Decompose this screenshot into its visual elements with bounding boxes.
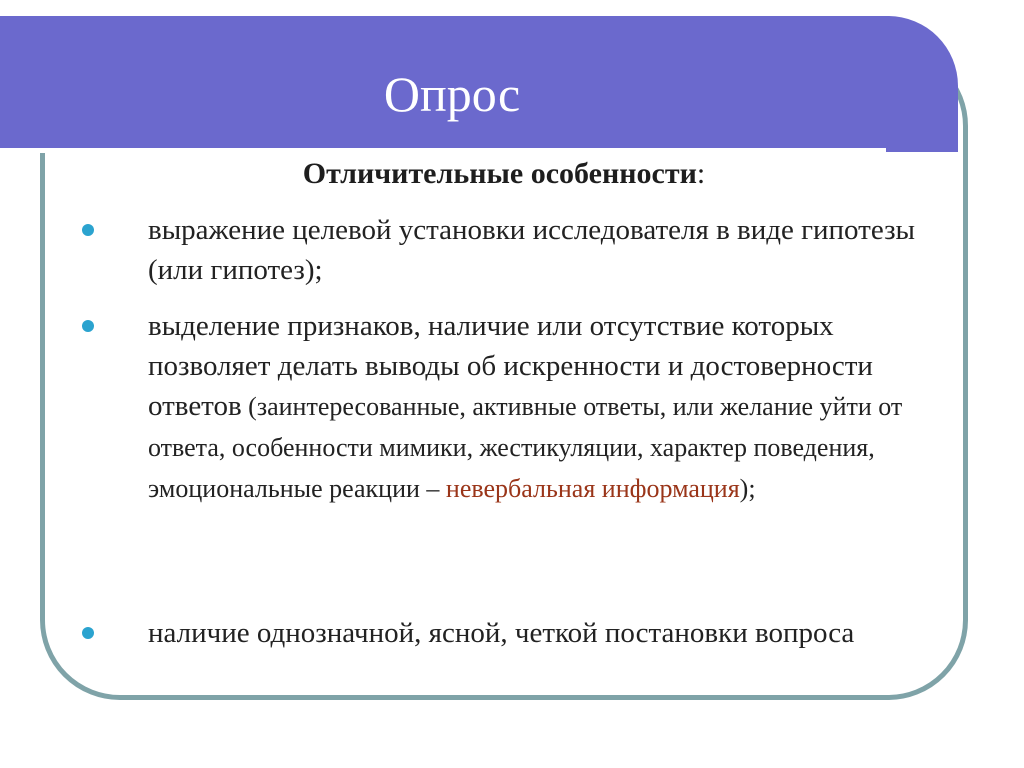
- bullet-dot-2: [82, 320, 94, 332]
- bullet-text-3: наличие однозначной, ясной, четкой постановки вопроса: [148, 617, 855, 649]
- bullet-text-2: [148, 306, 948, 509]
- bullet-2-end: );: [739, 474, 756, 503]
- subtitle-bold: Отличительные особенности: [302, 157, 697, 190]
- bullet-dot-3: [82, 627, 94, 639]
- bullet-2-accent: невербальная информация: [445, 474, 740, 503]
- slide-title: Опрос: [383, 66, 521, 122]
- bullet-dot-1: [82, 224, 94, 236]
- title-bar: [0, 16, 958, 152]
- subtitle-colon: :: [696, 157, 706, 190]
- bullet-2-details: (заинтересованные, активные ответы, или желание уйти от ответа, особенности мимики, жестикуляции, характер поведения, эмоциональные реакции –: [148, 392, 903, 503]
- bullet-text-1: выражение целевой установки исследователя в виде гипотезы (или гипотез);: [148, 214, 916, 286]
- bullet-2-main: выделение признаков, наличие или отсутствие которых позволяет делать выводы об искренности и достоверности ответов: [148, 310, 873, 422]
- subtitle: [40, 152, 968, 196]
